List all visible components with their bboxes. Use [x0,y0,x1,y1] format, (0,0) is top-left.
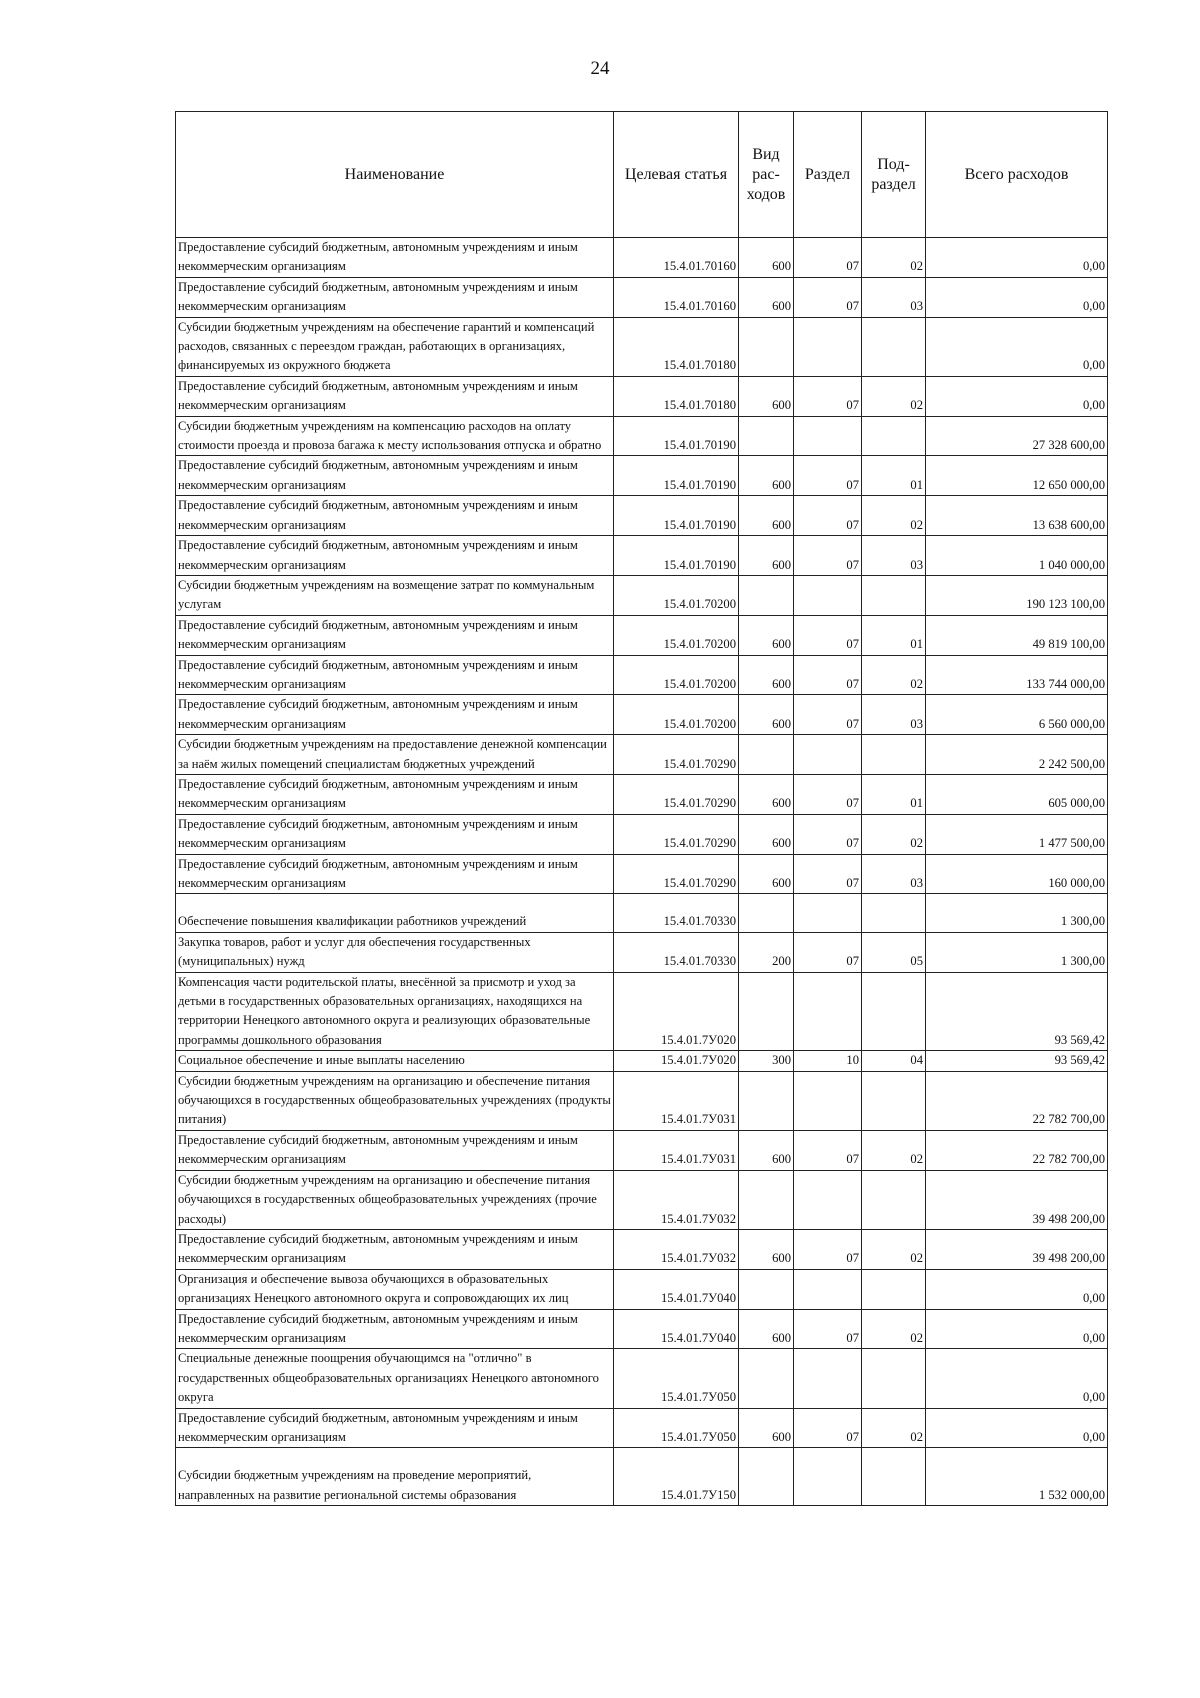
row-kind: 600 [739,814,794,854]
row-kind: 600 [739,456,794,496]
row-total: 0,00 [926,317,1108,376]
row-section: 07 [794,774,862,814]
row-subsection [862,416,926,456]
row-kind: 600 [739,655,794,695]
row-name: Предоставление субсидий бюджетным, автономным учреждениям и иным некоммерческим организациям [176,1309,614,1349]
table-row [176,1408,1108,1448]
row-subsection: 04 [862,1051,926,1071]
table-row [176,1071,1108,1130]
row-section [794,1448,862,1506]
table-row [176,575,1108,615]
row-kind [739,735,794,775]
row-kind: 600 [739,376,794,416]
row-total: 1 040 000,00 [926,536,1108,576]
row-subsection [862,894,926,932]
row-target: 15.4.01.7У150 [614,1448,739,1506]
row-subsection [862,735,926,775]
row-target: 15.4.01.7У020 [614,1051,739,1071]
row-section: 07 [794,376,862,416]
row-target: 15.4.01.7У032 [614,1229,739,1269]
row-target: 15.4.01.70330 [614,932,739,972]
row-section: 07 [794,655,862,695]
row-subsection: 02 [862,1130,926,1170]
row-section: 07 [794,695,862,735]
row-target: 15.4.01.70190 [614,536,739,576]
row-section [794,416,862,456]
row-kind [739,894,794,932]
row-total: 0,00 [926,1269,1108,1309]
table-row [176,238,1108,278]
row-subsection: 02 [862,376,926,416]
row-section: 07 [794,1130,862,1170]
header-subsection: Под-раздел [862,112,926,238]
row-name: Компенсация части родительской платы, внесённой за присмотр и уход за детьми в государственных образовательных организациях, находящихся на территории Ненецкого автономного округа и реализующих образовательные программы дошкольного образования [176,972,614,1051]
table-row [176,1349,1108,1408]
row-subsection: 03 [862,277,926,317]
row-kind: 200 [739,932,794,972]
row-target: 15.4.01.70290 [614,735,739,775]
row-total: 1 300,00 [926,932,1108,972]
row-section [794,894,862,932]
row-subsection: 03 [862,536,926,576]
row-total: 6 560 000,00 [926,695,1108,735]
row-name: Предоставление субсидий бюджетным, автономным учреждениям и иным некоммерческим организациям [176,536,614,576]
row-target: 15.4.01.7У040 [614,1269,739,1309]
row-subsection: 02 [862,238,926,278]
budget-table [175,111,1108,1506]
row-target: 15.4.01.7У040 [614,1309,739,1349]
table-row [176,774,1108,814]
row-kind: 600 [739,774,794,814]
row-section: 07 [794,496,862,536]
header-name: Наименование [176,112,614,238]
row-name: Предоставление субсидий бюджетным, автономным учреждениям и иным некоммерческим организациям [176,376,614,416]
table-row [176,932,1108,972]
row-target: 15.4.01.70200 [614,615,739,655]
row-subsection [862,1269,926,1309]
header-kind: Вид рас-ходов [739,112,794,238]
row-kind: 600 [739,854,794,894]
row-kind [739,575,794,615]
row-kind [739,1170,794,1229]
row-total: 0,00 [926,277,1108,317]
row-target: 15.4.01.70200 [614,695,739,735]
row-name: Предоставление субсидий бюджетным, автономным учреждениям и иным некоммерческим организациям [176,496,614,536]
row-target: 15.4.01.70290 [614,814,739,854]
row-kind: 600 [739,277,794,317]
row-subsection [862,1071,926,1130]
row-subsection: 01 [862,615,926,655]
row-subsection: 02 [862,1408,926,1448]
row-name: Предоставление субсидий бюджетным, автономным учреждениям и иным некоммерческим организациям [176,774,614,814]
row-subsection [862,317,926,376]
row-target: 15.4.01.70180 [614,317,739,376]
row-total: 0,00 [926,376,1108,416]
row-kind: 300 [739,1051,794,1071]
table-row [176,376,1108,416]
row-name: Субсидии бюджетным учреждениям на компенсацию расходов на оплату стоимости проезда и провоза багажа к месту использования отпуска и обратно [176,416,614,456]
row-name: Предоставление субсидий бюджетным, автономным учреждениям и иным некоммерческим организациям [176,1408,614,1448]
row-name: Субсидии бюджетным учреждениям на предоставление денежной компенсации за наём жилых помещений специалистам бюджетных учреждений [176,735,614,775]
table-header-row [176,112,1108,238]
table-row [176,416,1108,456]
row-target: 15.4.01.70160 [614,277,739,317]
row-subsection: 02 [862,1309,926,1349]
row-name: Субсидии бюджетным учреждениям на организацию и обеспечение питания обучающихся в государственных общеобразовательных учреждениях (прочие расходы) [176,1170,614,1229]
row-section: 07 [794,1229,862,1269]
row-subsection: 05 [862,932,926,972]
table-row [176,1309,1108,1349]
row-name: Предоставление субсидий бюджетным, автономным учреждениям и иным некоммерческим организациям [176,277,614,317]
row-subsection [862,1349,926,1408]
table-row [176,1170,1108,1229]
table-row [176,456,1108,496]
row-target: 15.4.01.70290 [614,854,739,894]
row-subsection: 02 [862,1229,926,1269]
table-row [176,695,1108,735]
row-name: Предоставление субсидий бюджетным, автономным учреждениям и иным некоммерческим организациям [176,615,614,655]
row-section [794,1269,862,1309]
row-target: 15.4.01.70190 [614,416,739,456]
table-row [176,972,1108,1051]
row-section [794,1349,862,1408]
row-target: 15.4.01.7У050 [614,1349,739,1408]
row-section: 07 [794,1408,862,1448]
row-total: 1 477 500,00 [926,814,1108,854]
row-section: 07 [794,238,862,278]
row-total: 13 638 600,00 [926,496,1108,536]
row-section: 07 [794,1309,862,1349]
row-total: 0,00 [926,1408,1108,1448]
row-total: 160 000,00 [926,854,1108,894]
row-total: 0,00 [926,1349,1108,1408]
table-row [176,1051,1108,1071]
row-subsection: 02 [862,814,926,854]
row-target: 15.4.01.7У031 [614,1071,739,1130]
table-row [176,1130,1108,1170]
header-target: Целевая статья [614,112,739,238]
row-total: 190 123 100,00 [926,575,1108,615]
header-section: Раздел [794,112,862,238]
table-row [176,277,1108,317]
row-name: Предоставление субсидий бюджетным, автономным учреждениям и иным некоммерческим организациям [176,1130,614,1170]
row-target: 15.4.01.70160 [614,238,739,278]
row-kind: 600 [739,695,794,735]
row-target: 15.4.01.70190 [614,496,739,536]
table-row [176,814,1108,854]
row-section: 07 [794,456,862,496]
row-kind [739,317,794,376]
row-section [794,735,862,775]
row-name: Субсидии бюджетным учреждениям на обеспечение гарантий и компенсаций расходов, связанных с переездом граждан, работающих в организациях, финансируемых из окружного бюджета [176,317,614,376]
row-section [794,972,862,1051]
row-section [794,1071,862,1130]
row-subsection [862,972,926,1051]
row-total: 0,00 [926,1309,1108,1349]
row-total: 1 532 000,00 [926,1448,1108,1506]
row-subsection [862,575,926,615]
row-name: Закупка товаров, работ и услуг для обеспечения государственных (муниципальных) нужд [176,932,614,972]
row-subsection: 01 [862,456,926,496]
row-total: 1 300,00 [926,894,1108,932]
row-section: 10 [794,1051,862,1071]
table-row [176,536,1108,576]
row-total: 93 569,42 [926,972,1108,1051]
row-name: Предоставление субсидий бюджетным, автономным учреждениям и иным некоммерческим организациям [176,456,614,496]
row-total: 12 650 000,00 [926,456,1108,496]
row-name: Субсидии бюджетным учреждениям на возмещение затрат по коммунальным услугам [176,575,614,615]
table-row [176,655,1108,695]
row-subsection [862,1448,926,1506]
row-total: 22 782 700,00 [926,1130,1108,1170]
row-kind: 600 [739,615,794,655]
row-kind: 600 [739,1229,794,1269]
row-kind [739,1448,794,1506]
row-total: 0,00 [926,238,1108,278]
row-name: Предоставление субсидий бюджетным, автономным учреждениям и иным некоммерческим организациям [176,655,614,695]
row-kind [739,1269,794,1309]
row-section: 07 [794,932,862,972]
row-name: Субсидии бюджетным учреждениям на проведение мероприятий, направленных на развитие региональной системы образования [176,1448,614,1506]
row-total: 39 498 200,00 [926,1229,1108,1269]
page-number: 24 [590,58,610,79]
row-target: 15.4.01.70330 [614,894,739,932]
row-total: 2 242 500,00 [926,735,1108,775]
row-kind: 600 [739,536,794,576]
row-subsection: 02 [862,496,926,536]
row-target: 15.4.01.7У032 [614,1170,739,1229]
row-kind: 600 [739,238,794,278]
row-name: Организация и обеспечение вывоза обучающихся в образовательных организациях Ненецкого автономного округа и сопровождающих их лиц [176,1269,614,1309]
table-row [176,615,1108,655]
row-name: Предоставление субсидий бюджетным, автономным учреждениям и иным некоммерческим организациям [176,238,614,278]
row-section [794,317,862,376]
row-target: 15.4.01.7У031 [614,1130,739,1170]
row-subsection: 03 [862,854,926,894]
row-name: Предоставление субсидий бюджетным, автономным учреждениям и иным некоммерческим организациям [176,695,614,735]
header-total: Всего расходов [926,112,1108,238]
row-kind [739,416,794,456]
row-name: Социальное обеспечение и иные выплаты населению [176,1051,614,1071]
row-total: 93 569,42 [926,1051,1108,1071]
row-kind: 600 [739,496,794,536]
row-target: 15.4.01.7У020 [614,972,739,1051]
row-kind: 600 [739,1408,794,1448]
row-subsection: 01 [862,774,926,814]
table-row [176,1269,1108,1309]
table-row [176,496,1108,536]
row-target: 15.4.01.70290 [614,774,739,814]
row-total: 22 782 700,00 [926,1071,1108,1130]
row-subsection [862,1170,926,1229]
table-row [176,1448,1108,1506]
row-name: Предоставление субсидий бюджетным, автономным учреждениям и иным некоммерческим организациям [176,1229,614,1269]
row-subsection: 03 [862,695,926,735]
row-kind: 600 [739,1309,794,1349]
row-section [794,1170,862,1229]
row-name: Обеспечение повышения квалификации работников учреждений [176,894,614,932]
row-kind [739,1071,794,1130]
row-kind: 600 [739,1130,794,1170]
table-row [176,1229,1108,1269]
row-name: Субсидии бюджетным учреждениям на организацию и обеспечение питания обучающихся в государственных общеобразовательных учреждениях (продукты питания) [176,1071,614,1130]
row-name: Предоставление субсидий бюджетным, автономным учреждениям и иным некоммерческим организациям [176,814,614,854]
row-total: 39 498 200,00 [926,1170,1108,1229]
row-total: 27 328 600,00 [926,416,1108,456]
table-row [176,894,1108,932]
row-total: 133 744 000,00 [926,655,1108,695]
row-name: Специальные денежные поощрения обучающимся на "отлично" в государственных общеобразовательных организациях Ненецкого автономного округа [176,1349,614,1408]
row-kind [739,1349,794,1408]
row-target: 15.4.01.70200 [614,575,739,615]
table-row [176,317,1108,376]
row-kind [739,972,794,1051]
row-section [794,575,862,615]
row-section: 07 [794,814,862,854]
row-target: 15.4.01.70180 [614,376,739,416]
row-section: 07 [794,277,862,317]
row-target: 15.4.01.7У050 [614,1408,739,1448]
row-name: Предоставление субсидий бюджетным, автономным учреждениям и иным некоммерческим организациям [176,854,614,894]
row-target: 15.4.01.70200 [614,655,739,695]
row-total: 49 819 100,00 [926,615,1108,655]
row-section: 07 [794,536,862,576]
row-section: 07 [794,854,862,894]
row-subsection: 02 [862,655,926,695]
table-row [176,854,1108,894]
row-target: 15.4.01.70190 [614,456,739,496]
table-row [176,735,1108,775]
row-section: 07 [794,615,862,655]
row-total: 605 000,00 [926,774,1108,814]
